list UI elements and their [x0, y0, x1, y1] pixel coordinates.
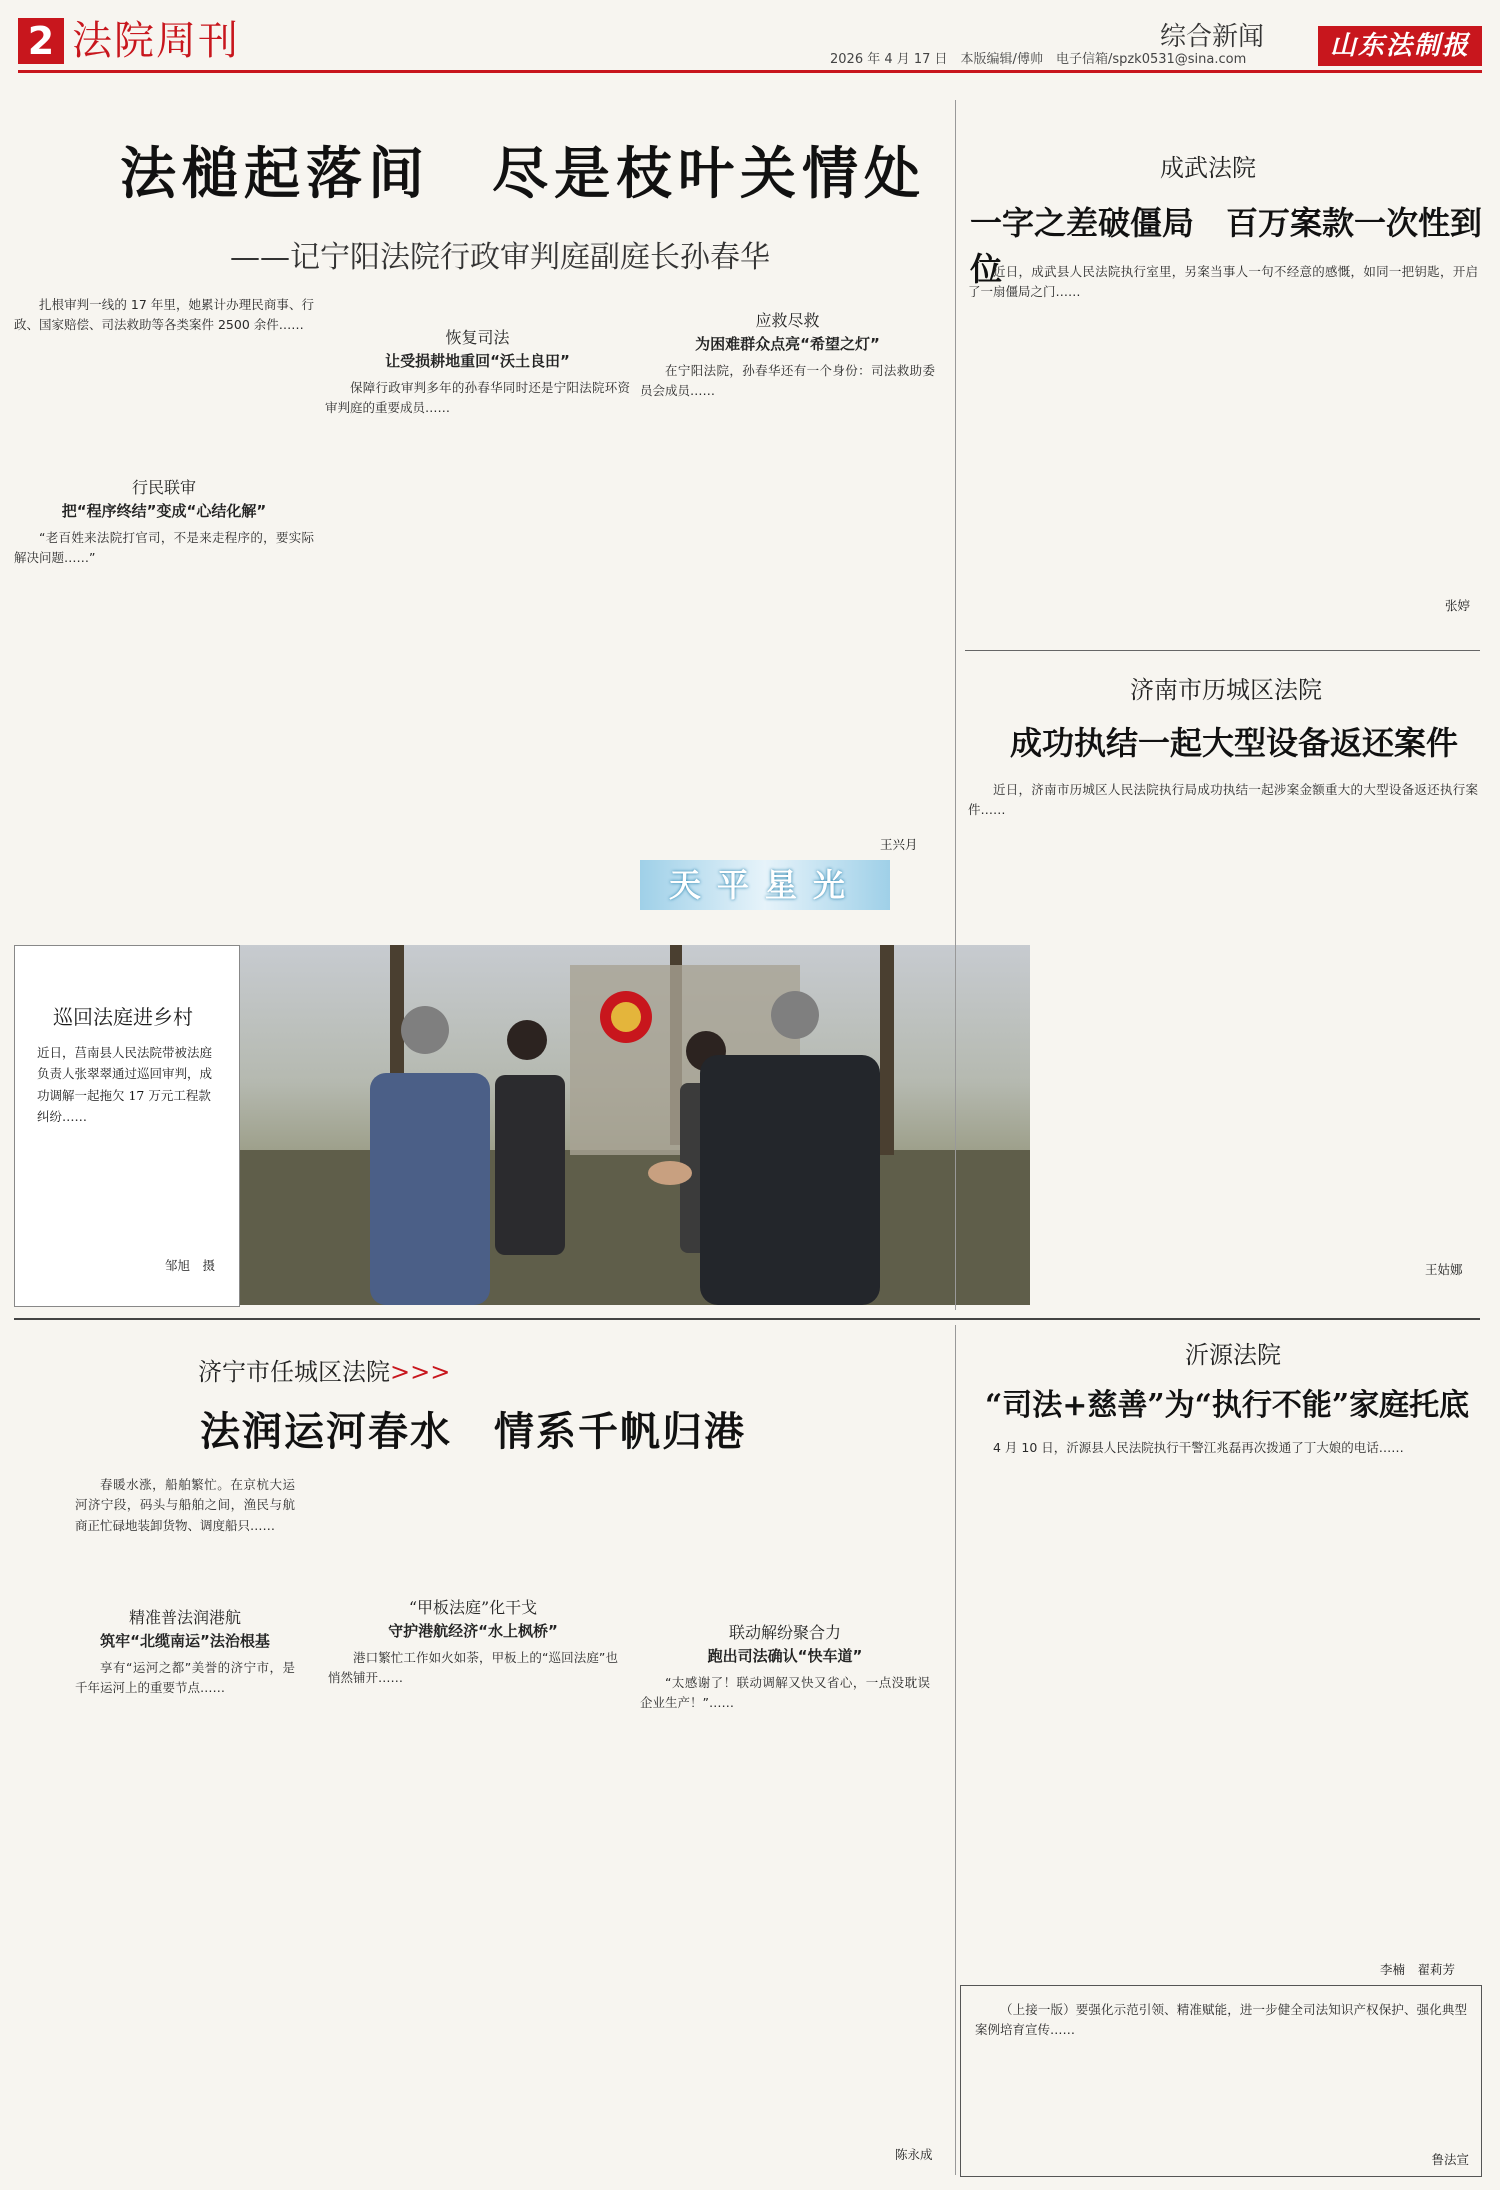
rencheng-intro — [75, 1475, 295, 1595]
rencheng-title: 法润运河春水 情系千帆归港 — [200, 1408, 746, 1455]
chengwu-body — [968, 262, 1478, 362]
lixia-byline: 王姑娜 — [1425, 1262, 1463, 1277]
lead-section-3-text: 在宁阳法院，孙春华还有一个身份：司法救助委员会成员…… — [640, 363, 935, 399]
yiyuan-court-label: 沂源法院 — [1185, 1341, 1281, 1369]
rencheng-section-2-heading: “甲板法庭”化干戈 — [408, 1598, 538, 1617]
chengwu-court-label: 成武法院 — [1160, 154, 1256, 182]
rencheng-court-name: 济宁市任城区法院 — [198, 1358, 390, 1386]
rencheng-section-1-text: 享有“运河之都”美誉的济宁市，是千年运河上的重要节点…… — [75, 1660, 295, 1696]
rule-chengwu-lixia — [965, 650, 1480, 651]
header-rule — [18, 70, 1482, 73]
chengwu-title: 一字之差破僵局 百万案款一次性到位 — [970, 204, 1483, 288]
lead-section-3-body — [640, 361, 935, 421]
handshake-photo-illustration — [240, 945, 1030, 1305]
lead-article-title: 法槌起落间 尽是枝叶关情处 — [120, 141, 926, 207]
continued-from-front-page-box — [960, 1985, 1482, 2177]
rencheng-section-3-heading: 联动解纷聚合力 — [728, 1623, 841, 1642]
lead-section-2-text: 保障行政审判多年的孙春华同时还是宁阳法院环资审判庭的重要成员…… — [325, 380, 630, 416]
lead-section-1-subheading: 把“程序终结”变成“心结化解” — [61, 502, 267, 520]
continued-byline: 鲁法宣 — [1431, 2152, 1469, 2167]
lead-section-3-subheading: 为困难群众点亮“希望之灯” — [695, 335, 880, 353]
yiyuan-text: 4 月 10 日，沂源县人民法院执行干警江兆磊再次拨通了丁大娘的电话…… — [993, 1440, 1404, 1455]
middle-divider — [14, 1318, 1480, 1320]
page-topic: 综合新闻 — [1160, 22, 1265, 52]
tianping-xingguang-banner: 天平星光 — [640, 860, 890, 910]
photo-caption-box — [14, 945, 240, 1307]
continued-text: （上接一版）要强化示范引领、精准赋能，进一步健全司法知识产权保护、强化典型案例培育宣传…… — [975, 2002, 1467, 2038]
lead-article-subtitle: ——记宁阳法院行政审判庭副庭长孙春华 — [230, 240, 770, 275]
chengwu-byline: 张婷 — [1445, 598, 1471, 613]
rencheng-section-3-body — [640, 1673, 930, 1733]
lead-section-1-heading: 行民联审 — [131, 478, 196, 497]
lead-section-2-heading: 恢复司法 — [445, 328, 510, 347]
rencheng-intro-text: 春暖水涨，船舶繁忙。在京杭大运河济宁段，码头与船舶之间，渔民与航商正忙碌地装卸货物、调度船只…… — [75, 1477, 295, 1533]
rencheng-section-2-body — [328, 1648, 618, 1708]
yiyuan-byline: 李楠 翟莉芳 — [1380, 1962, 1456, 1977]
lead-section-2-subheading: 让受损耕地重回“沃土良田” — [385, 352, 570, 370]
handshake-photo — [240, 945, 1030, 1305]
continued-body — [975, 2000, 1467, 2120]
lixia-court-label: 济南市历城区法院 — [1130, 676, 1322, 704]
lead-article-intro — [14, 295, 314, 495]
photo-caption-title: 巡回法庭进乡村 — [53, 1005, 193, 1029]
lead-article-byline: 王兴月 — [880, 837, 918, 852]
chevron-arrows-icon: >>> — [390, 1358, 451, 1386]
lead-intro-text: 扎根审判一线的 17 年里，她累计办理民商事、行政、国家赔偿、司法救助等各类案件 2500 余件…… — [14, 297, 314, 333]
date-line: 2026 年 4 月 17 日 本版编辑/傅帅 电子信箱/spzk0531@sina.com — [830, 52, 1247, 67]
lead-section-1-body — [14, 528, 314, 588]
lixia-body — [968, 780, 1478, 880]
section-name: 法院周刊 — [72, 18, 240, 64]
rencheng-court-label — [198, 1352, 450, 1387]
column-rule-right-top — [955, 100, 956, 1310]
rencheng-section-1-body — [75, 1658, 295, 1718]
lead-section-1-text: “老百姓来法院打官司，不是来走程序的，要实际解决问题……” — [14, 530, 314, 566]
lixia-title: 成功执结一起大型设备返还案件 — [1010, 724, 1459, 762]
photo-caption-text: 近日，莒南县人民法院带被法庭负责人张翠翠通过巡回审判，成功调解一起拖欠 17 万元工程款纠纷…… — [37, 1045, 213, 1124]
rencheng-byline: 陈永成 — [895, 2147, 933, 2162]
lead-section-2-body — [325, 378, 630, 438]
newspaper-masthead: 山东法制报 — [1318, 26, 1482, 66]
yiyuan-body — [968, 1438, 1478, 1538]
rencheng-section-3-text: “太感谢了！联动调解又快又省心，一点没耽误企业生产！”…… — [640, 1675, 930, 1711]
rencheng-section-1-heading: 精准普法润港航 — [128, 1608, 241, 1627]
yiyuan-title: “司法+慈善”为“执行不能”家庭托底 — [985, 1388, 1470, 1423]
chengwu-text: 近日，成武县人民法院执行室里，另案当事人一句不经意的感慨，如同一把钥匙，开启了一扇僵局之门…… — [968, 264, 1478, 300]
rencheng-section-2-subheading: 守护港航经济“水上枫桥” — [388, 1622, 558, 1640]
rencheng-section-2-text: 港口繁忙工作如火如荼，甲板上的“巡回法庭”也悄然铺开…… — [328, 1650, 618, 1686]
rencheng-section-3-subheading: 跑出司法确认“快车道” — [707, 1647, 863, 1665]
column-rule-right-bottom — [955, 1325, 956, 2175]
page-number: 2 — [18, 18, 64, 64]
lead-section-3-heading: 应救尽救 — [755, 311, 820, 330]
photo-credit: 邹旭 摄 — [165, 1258, 216, 1273]
lixia-text: 近日，济南市历城区人民法院执行局成功执结一起涉案金额重大的大型设备返还执行案件…… — [968, 782, 1478, 818]
rencheng-section-1-subheading: 筑牢“北缆南运”法治根基 — [100, 1632, 270, 1650]
